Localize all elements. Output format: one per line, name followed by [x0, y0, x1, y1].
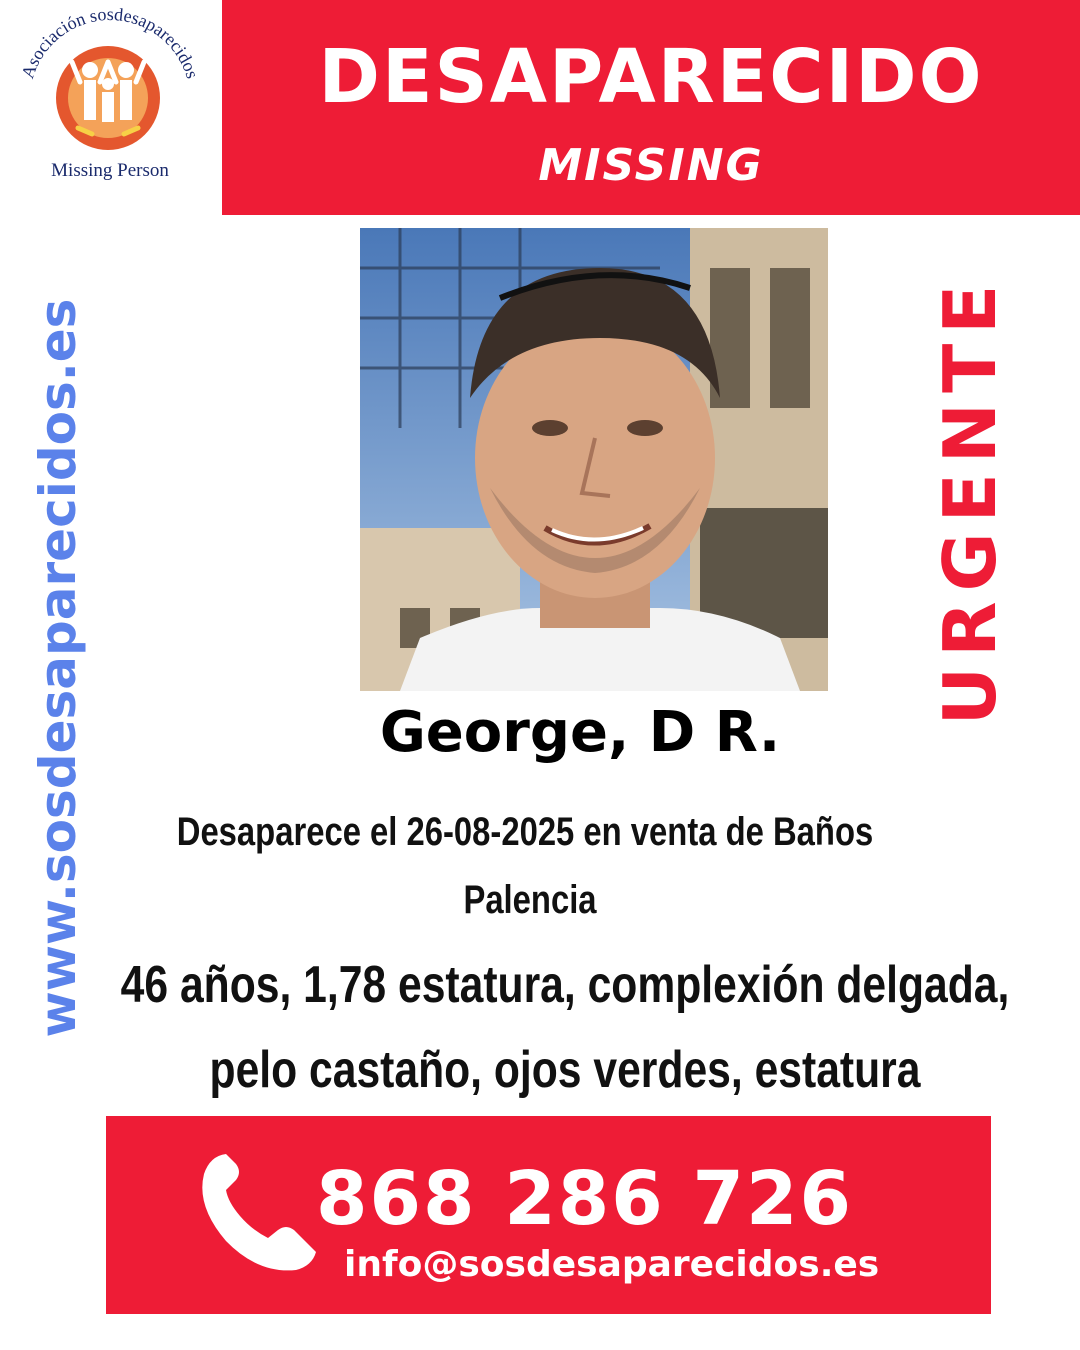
page-title: DESAPARECIDO [318, 34, 984, 120]
header-banner [222, 0, 1080, 215]
description-line-1: 46 años, 1,78 estatura, complexión delgada, [120, 956, 1010, 1014]
page-subtitle: MISSING [538, 140, 764, 191]
organization-logo [0, 0, 220, 215]
contact-box [106, 1116, 991, 1314]
contact-phone[interactable]: 868 286 726 [316, 1156, 853, 1242]
person-photo [360, 228, 828, 691]
logo-emblem-icon [0, 0, 220, 160]
website-url[interactable]: www.sosdesaparecidos.es [29, 298, 87, 1038]
phone-icon [196, 1146, 321, 1276]
person-portrait-image [360, 228, 828, 691]
description-line-2: pelo castaño, ojos verdes, estatura [209, 1041, 921, 1099]
person-name: George, D R. [379, 700, 781, 765]
disappearance-date-line: Desaparece el 26-08-2025 en venta de Baños [176, 810, 874, 854]
logo-org-name: Asociación sosdesaparecidos [17, 3, 203, 81]
contact-email[interactable]: info@sosdesaparecidos.es [344, 1244, 880, 1285]
logo-caption: Missing Person [51, 160, 169, 181]
urgent-label: URGENTE [928, 274, 1012, 726]
disappearance-location: Palencia [463, 878, 597, 922]
